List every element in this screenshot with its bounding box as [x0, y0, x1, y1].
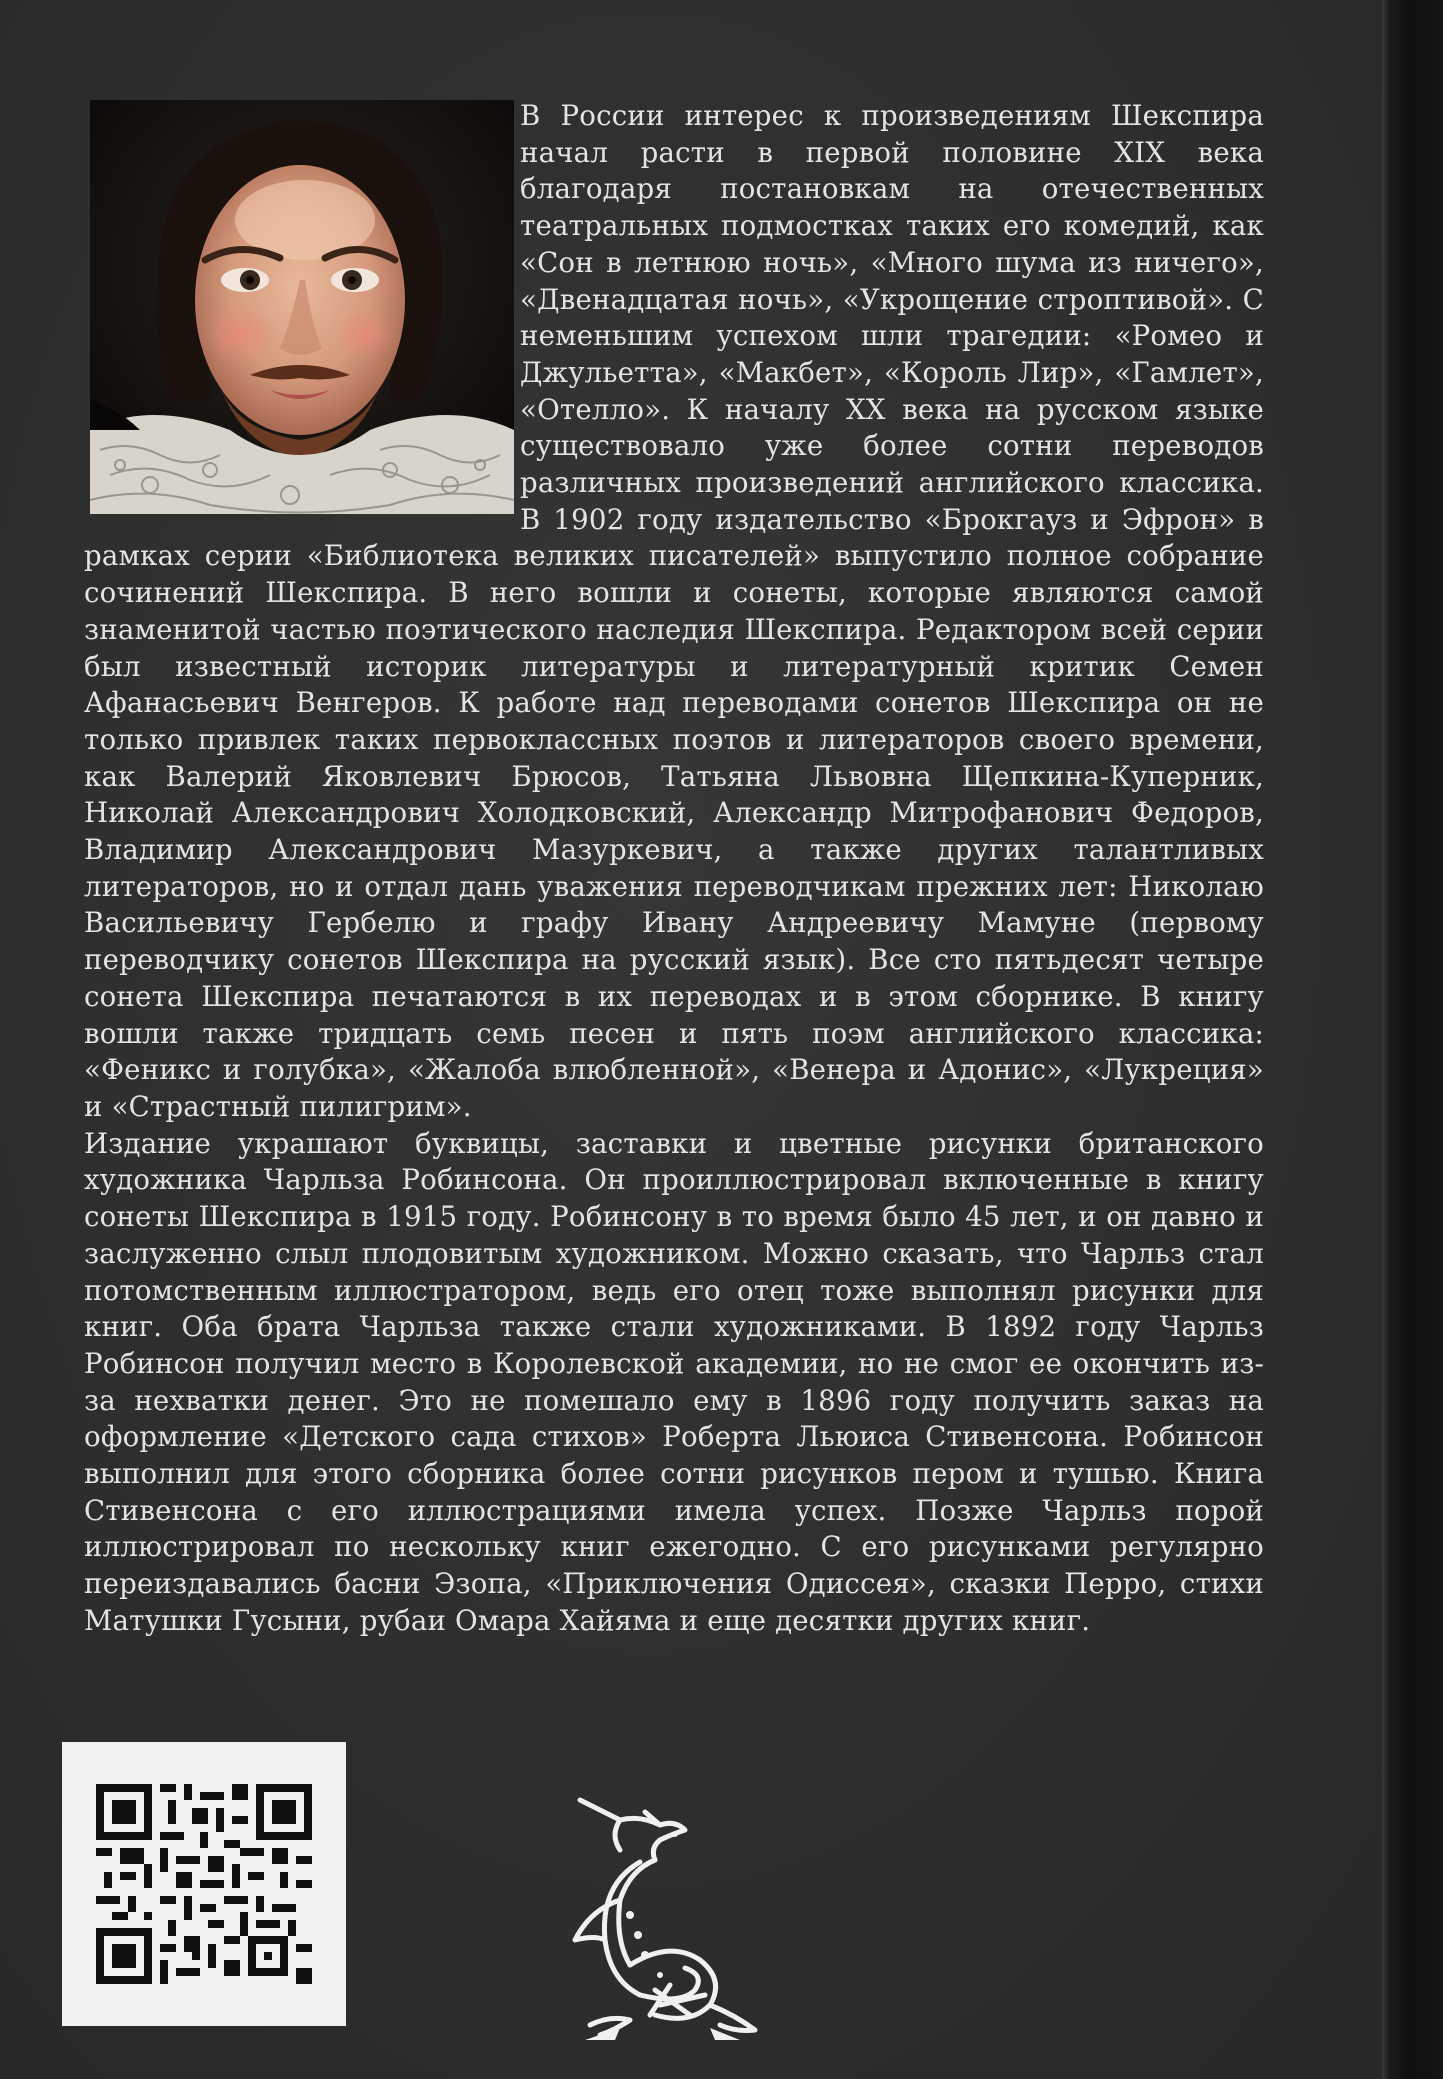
paragraph-2: Издание украшают буквицы, заставки и цветные рисунки британского художника Чарльза Робинсона. Он проиллюстрировал включенные в книгу сонеты Шекспира в 1915 году. Робинсону в то время было 45 лет, и он давно и заслуженно слыл плодовитым художником. Можно сказать, что Чарльз стал потомственным иллюстратором, ведь его отец тоже выполнял рисунки для книг. Оба брата Чарльза также стали художниками. В 1892 году Чарльз Робинсон получил место в Королевской академии, но не смог ее окончить из-за нехватки денег. Это не помешало ему в 1896 году получить заказ на оформление «Детского сада стихов» Роберта Льюиса Стивенсона. Робинсон выполнил для этого сборника более сотни рисунков пером и тушью. Книга Стивенсона с его иллюстрациями имела успех. Позже Чарльз порой иллюстрировал по нескольку книг ежегодно. С его рисунками регулярно переиздавались басни Эзопа, «Приключения Одиссея», сказки Перро, стихи Матушки Гусыни, рубаи Омара Хайяма и еще десятки других книг. — [84, 1126, 1264, 1637]
dragon-emblem-icon — [560, 1790, 770, 2040]
publisher-emblem — [560, 1790, 770, 2040]
portrait-spacer — [84, 98, 520, 530]
paragraph-1: В России интерес к произведениям Шекспира начал расти в первой половине XIX века благодаря постановкам на отечественных театральных подмостках таких его комедий, как «Сон в летнюю ночь», «Много шума из ничего», «Двенадцатая ночь», «Укрощение строптивой». С неменьшим успехом шли трагедии: «Ромео и Джульетта», «Макбет», «Король Лир», «Гамлет», «Отелло». К началу XX века на русском языке существовало уже более сотни переводов различных произведений английского классика. В 1902 году издательство «Брокгауз и Эфрон» в рамках серии «Библиотека великих писателей» выпустило полное собрание сочинений Шекспира. В него вошли и сонеты, которые являются самой знаменитой частью поэтического наследия Шекспира. Редактором всей серии был известный историк литературы и литературный критик Семен Афанасьевич Венгеров. К работе над переводами сонетов Шекспира он не только привлек таких первоклассных поэтов и литераторов своего времени, как Валерий Яковлевич Брюсов, Татьяна Львовна Щепкина-Куперник, Николай Александрович Холодковский, Александр Митрофанович Федоров, Владимир Александрович Мазуркевич, а также других талантливых литераторов, но и отдал дань уважения переводчикам прежних лет: Николаю Васильевичу Гербелю и графу Ивану Андреевичу Мамуне (первому переводчику сонетов Шекспира на русский язык). Все сто пятьдесят четыре сонета Шекспира печатаются в их переводах и в этом сборнике. В книгу вошли также тридцать семь песен и пять поэм английского классика: «Феникс и голубка», «Жалоба влюбленной», «Венера и Адонис», «Лукреция» и «Страстный пилигрим». — [84, 99, 1264, 1123]
qr-code — [62, 1742, 346, 2026]
description-text — [84, 98, 1264, 1640]
qr-code-icon — [96, 1782, 312, 1986]
book-spine — [1388, 0, 1443, 2079]
